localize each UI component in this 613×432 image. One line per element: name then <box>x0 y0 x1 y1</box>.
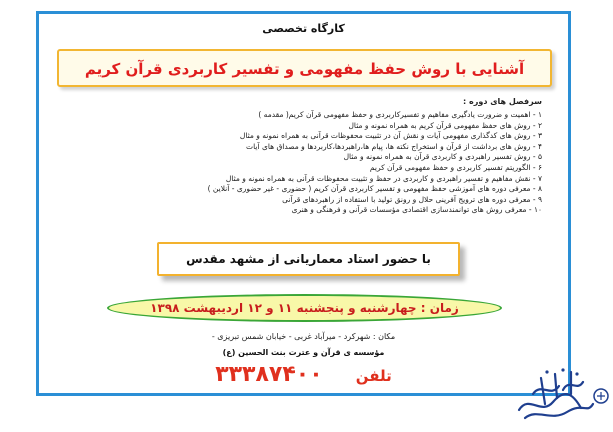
topic-item: ۱ - اهمیت و ضرورت یادگیری مفاهیم و تفسیرکاربردی و حفظ مفهومی قرآن کریم( مقدمه ) <box>258 110 542 119</box>
institute-name: مؤسسه ی قرآن و عترت بنت الحسین (ع) <box>222 348 385 357</box>
topic-item: ۷ - نقش مفاهیم و تفسیر راهبردی و کاربردی در حفظ و تثبیت محفوظات قرآنی به همراه نمونه و مثال <box>225 173 542 183</box>
topic-item: ۹ - معرفی دوره های ترویج آفرینی حلال و رونق تولید با استفاده از راهبردهای قرآنی <box>282 194 542 204</box>
place-text: مکان : شهرکرد - میرآباد غربی - خیابان شمس تبریزی - <box>211 332 396 341</box>
workshop-label: کارگاه تخصصی <box>262 22 345 35</box>
course-title: آشنایی با روش حفظ مفهومی و تفسیر کاربردی قرآن کریم <box>84 60 525 78</box>
topic-item: ۶ - الگوریتم تفسیر کاربردی و حفظ مفهومی قرآن کریم <box>369 162 542 172</box>
topics-list <box>72 110 542 216</box>
time-text: زمان : چهارشنبه و پنجشنبه ۱۱ و ۱۲ اردیبهشت ۱۳۹۸ <box>150 301 459 315</box>
topics-heading: سرفصل های دوره : <box>463 97 542 106</box>
presenter-box <box>157 242 460 276</box>
topic-item: ۲ - روش های حفظ مفهومی قرآن کریم به همراه نمونه و مثال <box>348 120 542 130</box>
phone-row <box>39 362 568 388</box>
phone-number: ۳۳۳۸۷۴۰۰ <box>215 362 323 387</box>
topic-item: ۳ - روش های کدگذاری مفهومی آیات و نقش آن در تثبیت محفوظات قرآنی به همراه نمونه و مثال <box>239 131 542 141</box>
topic-item: ۴ - روش های برداشت از قرآن و استخراج نکته ها، پیام ها،راهبردها،کاربردها و مصداق های آیات <box>246 141 542 151</box>
presenter-text: با حضور استاد معماریانی از مشهد مقدس <box>186 252 431 266</box>
news-agency-logo-icon <box>511 364 611 428</box>
topic-item: ۱۰ - معرفی روش های توانمندسازی اقتصادی مؤسسات قرآنی و فرهنگی و هنری <box>291 205 542 215</box>
topic-item: ۵ - روش تفسیر راهبردی و کاربردی قرآن به همراه نمونه و مثال <box>343 152 542 162</box>
workshop-poster <box>36 11 571 396</box>
course-title-banner <box>57 49 552 87</box>
topic-item: ۸ - معرفی دوره های آموزشی حفظ مفهومی و تفسیر کاربردی قرآن کریم ( حضوری - غیر حضوری - آنلاین ) <box>207 184 542 194</box>
phone-label: تلفن <box>355 367 392 385</box>
time-banner <box>107 294 502 322</box>
